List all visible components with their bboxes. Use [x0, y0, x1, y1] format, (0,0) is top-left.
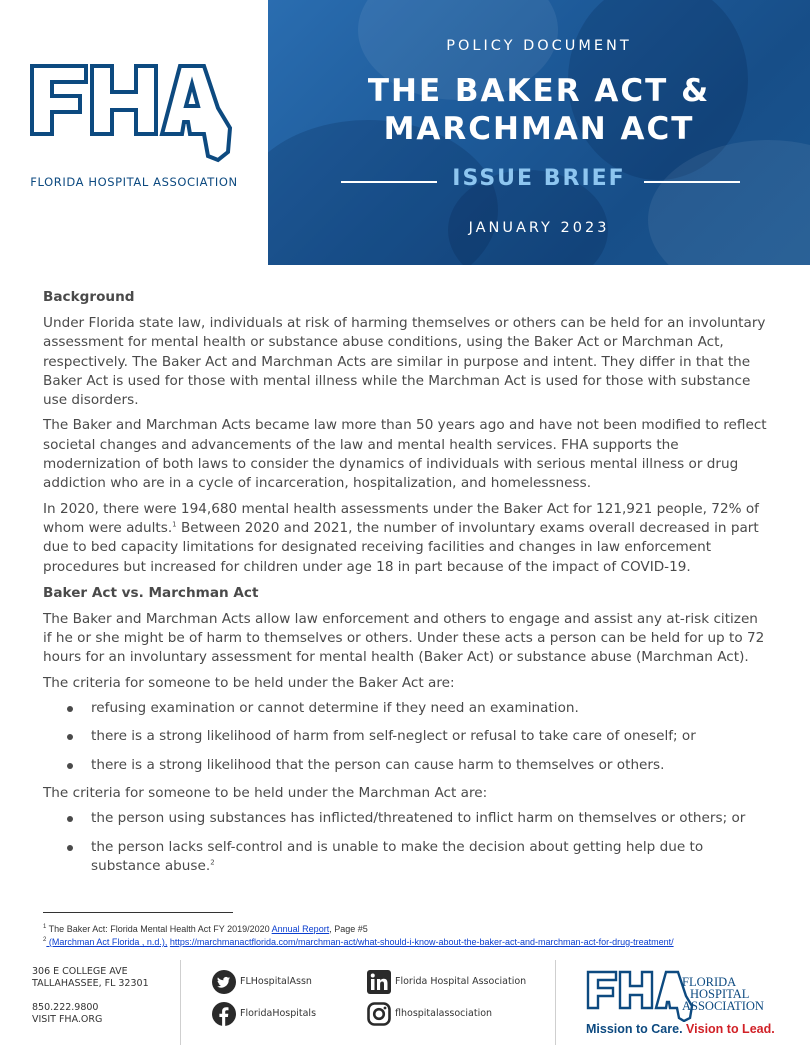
- footer-logo-line-2: HOSPITAL: [690, 987, 750, 1001]
- instagram-handle: flhospitalassociation: [395, 1008, 493, 1019]
- marchman-criteria-intro: The criteria for someone to be held under the Marchman Act are:: [43, 784, 488, 801]
- linkedin-name: Florida Hospital Association: [395, 976, 527, 987]
- divider-right: [644, 181, 740, 183]
- issue-brief-label: ISSUE BRIEF: [452, 166, 626, 191]
- heading-background: Background: [43, 289, 135, 305]
- footnote-ref-1[interactable]: 1: [172, 520, 177, 529]
- fha-logo: [28, 58, 238, 168]
- footer-logo-line-3: ASSOCIATION: [682, 999, 764, 1013]
- list-item: there is a strong likelihood of harm from self-neglect or refusal to take care of oneself; or: [43, 727, 768, 746]
- baker-criteria-intro: The criteria for someone to be held under the Baker Act are:: [43, 674, 455, 691]
- website-text: VISIT FHA.ORG: [32, 1014, 103, 1025]
- facebook-handle: FloridaHospitals: [240, 1008, 317, 1019]
- paragraph-2: The Baker and Marchman Acts became law more than 50 years ago and have not been modified to reflect societal changes and advancements of the law and mental health services. FHA supports the modernization of both laws to consider the dynamics of individuals with serious mental illness or drug addiction who are in a cycle of incarceration, hospitalization, and homelessness.: [43, 417, 767, 492]
- paragraph-1: Under Florida state law, individuals at risk of harming themselves or others can be held for an involuntary assessment for mental health or substance abuse conditions, using the Baker Act or Marchman Act, respectively. The Baker Act and Marchman Acts are similar in purpose and intent. They differ in that the Baker Act is used for those with mental illness while the Marchman Act is used for those with substance use disorders.: [43, 315, 766, 409]
- fha-footer-logo: [586, 966, 776, 1022]
- footnotes: [43, 922, 768, 948]
- facebook-icon: [212, 1002, 236, 1026]
- list-item: refusing examination or cannot determine if they need an examination.: [43, 699, 768, 718]
- vision-text: Vision to Lead.: [686, 1022, 775, 1036]
- bullet-icon: [67, 763, 73, 769]
- document-body: [43, 287, 768, 885]
- address-line-1: 306 E COLLEGE AVE: [32, 966, 128, 977]
- paragraph-4: The Baker and Marchman Acts allow law enforcement and others to engage and assist any at-risk citizen if he or she might be of harm to themselves or others. Under these acts a person can be held for up to 72 hours for an involuntary assessment for mental health (Baker Act) or substance abuse (Marchman Act).: [43, 610, 765, 666]
- bullet-icon: [67, 816, 73, 822]
- bullet-icon: [67, 734, 73, 740]
- footnote-1: $^1$ The Baker Act: Florida Mental Health Act FY 2019/2020 Annual Report, Page #5: [43, 924, 368, 934]
- document-type: POLICY DOCUMENT: [446, 38, 632, 54]
- marchman-url-link[interactable]: https://marchmanactflorida.com/marchman-act/what-should-i-know-about-the-baker-act-and-marchman-act-for-drug-treatment/: [169, 937, 674, 947]
- instagram-icon: [367, 1002, 391, 1026]
- marchman-criteria-list: [43, 809, 768, 876]
- paragraph-3-b: Between 2020 and 2021, the number of involuntary exams overall decreased in part due to bed capacity limitations for designated receiving facilities and changes in law enforcement procedures but increased for children under age 18 in part because of the impact of COVID-19.: [43, 519, 759, 575]
- mission-text: Mission to Care.: [586, 1022, 683, 1036]
- association-name: FLORIDA HOSPITAL ASSOCIATION: [30, 175, 238, 189]
- header: [0, 0, 810, 265]
- paragraph-3: [43, 500, 768, 577]
- twitter-icon: [212, 970, 236, 994]
- page-title: [268, 72, 810, 148]
- bullet-icon: [67, 845, 73, 851]
- address-line-2: TALLAHASSEE, FL 32301: [32, 978, 149, 989]
- issue-brief-row: [268, 166, 810, 196]
- list-item: the person lacks self-control and is unable to make the decision about getting help due to substance abuse.$^2$: [43, 838, 768, 877]
- linkedin-icon: [367, 970, 391, 994]
- title-line-2: MARCHMAN ACT: [383, 111, 695, 147]
- footer-logo-line-1: FLORIDA: [682, 975, 737, 989]
- annual-report-link[interactable]: Annual Report: [271, 924, 330, 934]
- footnote-2: $^2$ (Marchman Act Florida , n.d.), https://marchmanactflorida.com/marchman-act/what-should-i-know-about-the-baker-act-and-marchman-act-for-drug-treatment/: [43, 937, 674, 947]
- contact-block: [32, 966, 172, 1026]
- twitter-handle: FLHospitalAssn: [240, 976, 312, 987]
- title-line-1: THE BAKER ACT &: [367, 73, 711, 109]
- footer-divider: [555, 960, 556, 1045]
- list-item: there is a strong likelihood that the person can cause harm to themselves or others.: [43, 756, 768, 775]
- footnote-divider: [43, 912, 233, 913]
- footnote-ref-2[interactable]: 2: [210, 858, 215, 867]
- footer-divider: [180, 960, 181, 1045]
- footer: [0, 958, 810, 1055]
- mission-tagline: [586, 1022, 775, 1036]
- baker-criteria-list: [43, 699, 768, 775]
- phone-number: 850.222.9800: [32, 1002, 99, 1013]
- list-item: the person using substances has inflicted/threatened to inflict harm on themselves or others; or: [43, 809, 768, 828]
- heading-baker-vs-marchman: Baker Act vs. Marchman Act: [43, 584, 259, 601]
- header-banner: [268, 0, 810, 265]
- marchman-citation-link[interactable]: (Marchman Act Florida , n.d.),: [46, 937, 168, 947]
- logo-area: [0, 0, 268, 265]
- issue-date: JANUARY 2023: [468, 220, 610, 236]
- bullet-icon: [67, 706, 73, 712]
- paragraph-3-a: In 2020, there were 194,680 mental health assessments under the Baker Act for 121,921 people, 72% of whom were adults.: [43, 500, 759, 536]
